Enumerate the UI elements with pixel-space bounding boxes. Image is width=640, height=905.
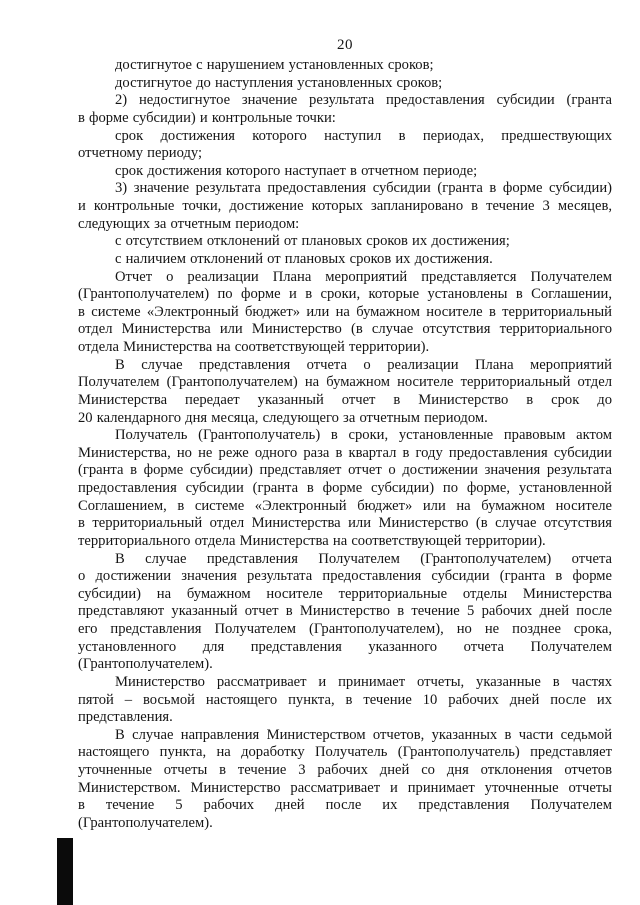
text-line: отдела Министерства на соответствующей территории). <box>78 339 430 355</box>
text-line: 2) недостигнутое значение результата предоставления субсидии (гранта <box>115 92 612 109</box>
text-line: представления. <box>78 709 173 726</box>
text-line: предоставления субсидии (гранта в форме субсидии) по форме, установленной <box>78 480 612 496</box>
text-line: Министерства, но не реже одного раза в квартал в году предоставления субсидии <box>78 444 612 461</box>
text-line: В случае представления отчета о реализации Плана мероприятий <box>115 356 612 373</box>
text-line: Министерства передает указанный отчет в Министерство в срок до <box>78 391 612 408</box>
text-line: (гранта в форме субсидии) представляет отчет о достижении значения результата <box>78 462 612 479</box>
text-line: (Грантополучателем). <box>78 656 213 673</box>
text-line: уточненные отчеты в течение 3 рабочих дней со дня отклонения отчетов <box>78 762 612 778</box>
text-line: Отчет о реализации Плана мероприятий представляется Получателем <box>115 268 612 285</box>
scan-artifact-bar <box>57 838 73 905</box>
text-line: о достижении значения результата предоставления субсидии (гранта в форме <box>78 568 612 585</box>
text-line: Министерством. Министерство рассматривает и принимает уточненные отчеты <box>78 779 612 796</box>
text-line: в течение 5 рабочих дней после их представления Получателем <box>78 797 612 814</box>
text-line: срок достижения которого наступает в отчетном периоде; <box>115 162 478 179</box>
text-line: отдел Министерства или Министерство (в случае отсутствия территориального <box>78 321 612 338</box>
text-line: представляют указанный отчет в Министерство в течение 5 рабочих дней после <box>78 603 612 620</box>
page-number: 20 <box>337 37 353 53</box>
text-line: Соглашением, в системе «Электронный бюджет» или на бумажном носителе <box>78 497 612 514</box>
text-line: с наличием отклонений от плановых сроков их достижения. <box>115 250 493 267</box>
text-line: Получатель (Грантополучатель) в сроки, установленные правовым актом <box>115 427 612 444</box>
text-line: в территориальный отдел Министерства или Министерство (в случае отсутствия <box>78 515 612 532</box>
document-text <box>78 57 612 833</box>
text-line: достигнутое с нарушением установленных сроков; <box>115 57 434 73</box>
text-line: 20 календарного дня месяца, следующего за отчетным периодом. <box>78 409 488 426</box>
text-line: установленного для представления указанного отчета Получателем <box>78 638 612 655</box>
text-line: его представления Получателем (Грантополучателем), но не позднее срока, <box>78 621 612 637</box>
text-line: (Грантополучателем). <box>78 814 213 831</box>
text-line: В случае представления Получателем (Грантополучателем) отчета <box>115 550 612 567</box>
text-line: Министерство рассматривает и принимает отчеты, указанные в частях <box>115 673 612 690</box>
text-line: в системе «Электронный бюджет» или на бумажном носителе в территориальный <box>78 303 612 320</box>
text-line: с отсутствием отклонений от плановых сроков их достижения; <box>115 233 510 250</box>
text-line: и контрольные точки, достижение которых запланировано в течение 3 месяцев, <box>78 198 612 214</box>
text-line: в форме субсидии) и контрольные точки: <box>78 109 336 126</box>
text-line: (Грантополучателем) по форме и в сроки, которые установлены в Соглашении, <box>78 286 612 303</box>
text-line: срок достижения которого наступил в периодах, предшествующих <box>115 127 612 144</box>
text-line: достигнутое до наступления установленных сроков; <box>115 74 443 91</box>
text-line: отчетному периоду; <box>78 145 203 162</box>
text-line: настоящего пункта, на доработку Получатель (Грантополучатель) представляет <box>78 744 612 761</box>
text-line: субсидии) на бумажном носителе территориальные отделы Министерства <box>78 585 612 602</box>
text-line: 3) значение результата предоставления субсидии (гранта в форме субсидии) <box>115 180 612 197</box>
text-line: следующих за отчетным периодом: <box>78 215 300 232</box>
text-line: пятой – восьмой настоящего пункта, в течение 10 рабочих дней после их <box>78 691 612 708</box>
text-line: Получателем (Грантополучателем) на бумажном носителе территориальный отдел <box>78 374 612 391</box>
text-line: В случае направления Министерством отчетов, указанных в части седьмой <box>115 726 612 743</box>
text-line: территориального отдела Министерства на соответствующей территории). <box>78 532 546 549</box>
